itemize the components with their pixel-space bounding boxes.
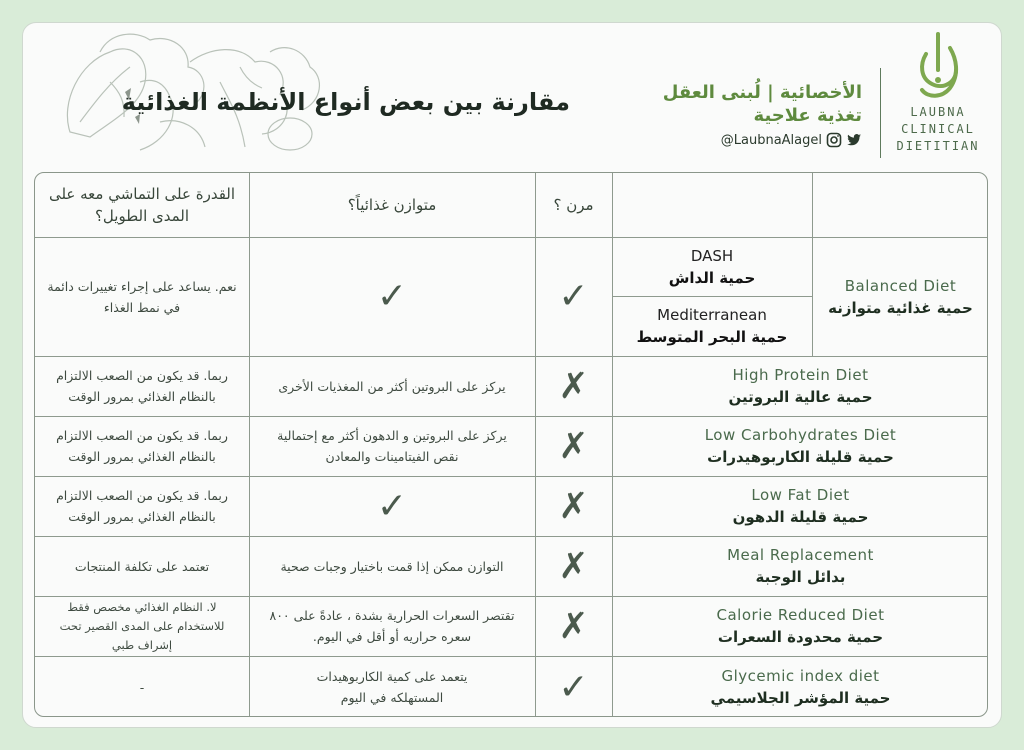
social-handle-row xyxy=(640,130,862,150)
logo-line-3: DIETITIAN xyxy=(896,139,980,153)
diet-comparison-table xyxy=(34,172,988,717)
diet-name-meal-replacement xyxy=(612,536,988,596)
diet-name-low-carb xyxy=(612,416,988,476)
diet-en: Low Fat Diet xyxy=(751,486,850,504)
balanced-cell: تقتصر السعرات الحرارية بشدة ، عادةً على ٨٠٠ سعره حراريه أو أقل في اليوم. xyxy=(269,608,515,644)
diet-en: High Protein Diet xyxy=(732,366,869,384)
subdiet-ar: حمية البحر المتوسط xyxy=(636,328,788,346)
check-mark-icon: ✓ xyxy=(376,485,408,527)
laubna-logo-icon xyxy=(912,30,964,102)
diet-ar: حمية قليلة الدهون xyxy=(732,508,869,526)
sustainable-cell: ربما. قد يكون من الصعب الالتزام بالنظام الغذائي بمرور الوقت xyxy=(56,368,228,404)
instagram-icon xyxy=(826,132,842,148)
diet-en: Balanced Diet xyxy=(844,276,957,295)
sustainable-cell: ربما. قد يكون من الصعب الالتزام بالنظام الغذائي بمرور الوقت xyxy=(56,428,228,464)
diet-en: Calorie Reduced Diet xyxy=(716,606,885,624)
diet-ar: حمية عالية البروتين xyxy=(728,388,873,406)
diet-ar: حمية قليلة الكاربوهيدرات xyxy=(707,448,894,466)
check-mark-icon: ✓ xyxy=(558,276,589,317)
subdiet-mediterranean xyxy=(612,296,812,356)
balanced-cell: يركز على البروتين أكثر من المغذيات الأخرى xyxy=(278,378,506,394)
cross-mark-icon: ✗ xyxy=(558,365,589,407)
diet-en: Low Carbohydrates Diet xyxy=(704,426,897,444)
diet-en: Glycemic index diet xyxy=(721,667,880,685)
diet-name-balanced xyxy=(812,237,988,356)
diet-name-high-protein xyxy=(612,356,988,416)
sustainable-cell: - xyxy=(139,679,145,695)
subdiet-en: Mediterranean xyxy=(657,306,767,324)
header-sustainable: القدرة على التماشي معه على المدى الطويل؟ xyxy=(48,185,236,225)
header-flexible: مرن ؟ xyxy=(553,196,594,214)
diet-ar: حمية غذائية متوازنه xyxy=(828,298,973,317)
check-mark-icon: ✓ xyxy=(376,276,408,317)
logo-text xyxy=(888,104,988,155)
diet-en: Meal Replacement xyxy=(727,546,874,564)
cross-mark-icon: ✗ xyxy=(558,425,589,467)
cross-mark-icon: ✗ xyxy=(558,605,589,647)
header-divider xyxy=(880,68,881,158)
diet-ar: حمية محدودة السعرات xyxy=(717,628,884,646)
sustainable-cell: تعتمد على تكلفة المنتجات xyxy=(74,558,210,574)
diet-ar: بدائل الوجبة xyxy=(755,568,846,586)
page-title: مقارنة بين بعض أنواع الأنظمة الغذائية xyxy=(121,88,570,116)
brand-subtitle: تغذية علاجية xyxy=(753,105,862,126)
diet-ar: حمية المؤشر الجلاسيمي xyxy=(710,689,891,707)
sustainable-cell: ربما. قد يكون من الصعب الالتزام بالنظام الغذائي بمرور الوقت xyxy=(56,488,228,524)
subdiet-en: DASH xyxy=(690,246,734,265)
header-balanced: متوازن غذائياً؟ xyxy=(347,196,437,214)
diet-name-glycemic-index xyxy=(612,656,988,717)
logo-line-1: LAUBNA xyxy=(910,105,966,119)
twitter-icon xyxy=(846,132,862,148)
subdiet-ar: حمية الداش xyxy=(668,268,756,287)
sustainable-cell: لا. النظام الغذائي مخصص فقط للاستخدام على المدى القصير تحت إشراف طبي xyxy=(59,599,225,652)
brand-name: الأخصائية | لُبنى العقل xyxy=(662,82,862,103)
cross-mark-icon: ✗ xyxy=(558,545,589,587)
subdiet-dash xyxy=(612,237,812,296)
diet-name-low-fat xyxy=(612,476,988,536)
cross-mark-icon: ✗ xyxy=(558,485,589,527)
balanced-cell: يتعمد على كمية الكاربوهيدات المستهلكه في اليوم xyxy=(316,669,468,705)
balanced-cell: يركز على البروتين و الدهون أكثر مع إحتمالية نقص الفيتامينات والمعادن xyxy=(277,428,507,464)
balanced-cell: التوازن ممكن إذا قمت باختيار وجبات صحية xyxy=(280,558,504,574)
diet-name-calorie-reduced xyxy=(612,596,988,656)
check-mark-icon: ✓ xyxy=(558,666,589,708)
logo-line-2: CLINICAL xyxy=(901,122,975,136)
sustainable-cell: نعم. يساعد على إجراء تغييرات دائمة في نمط الغذاء xyxy=(47,278,237,315)
social-handle: @LaubnaAlagel xyxy=(720,132,822,148)
